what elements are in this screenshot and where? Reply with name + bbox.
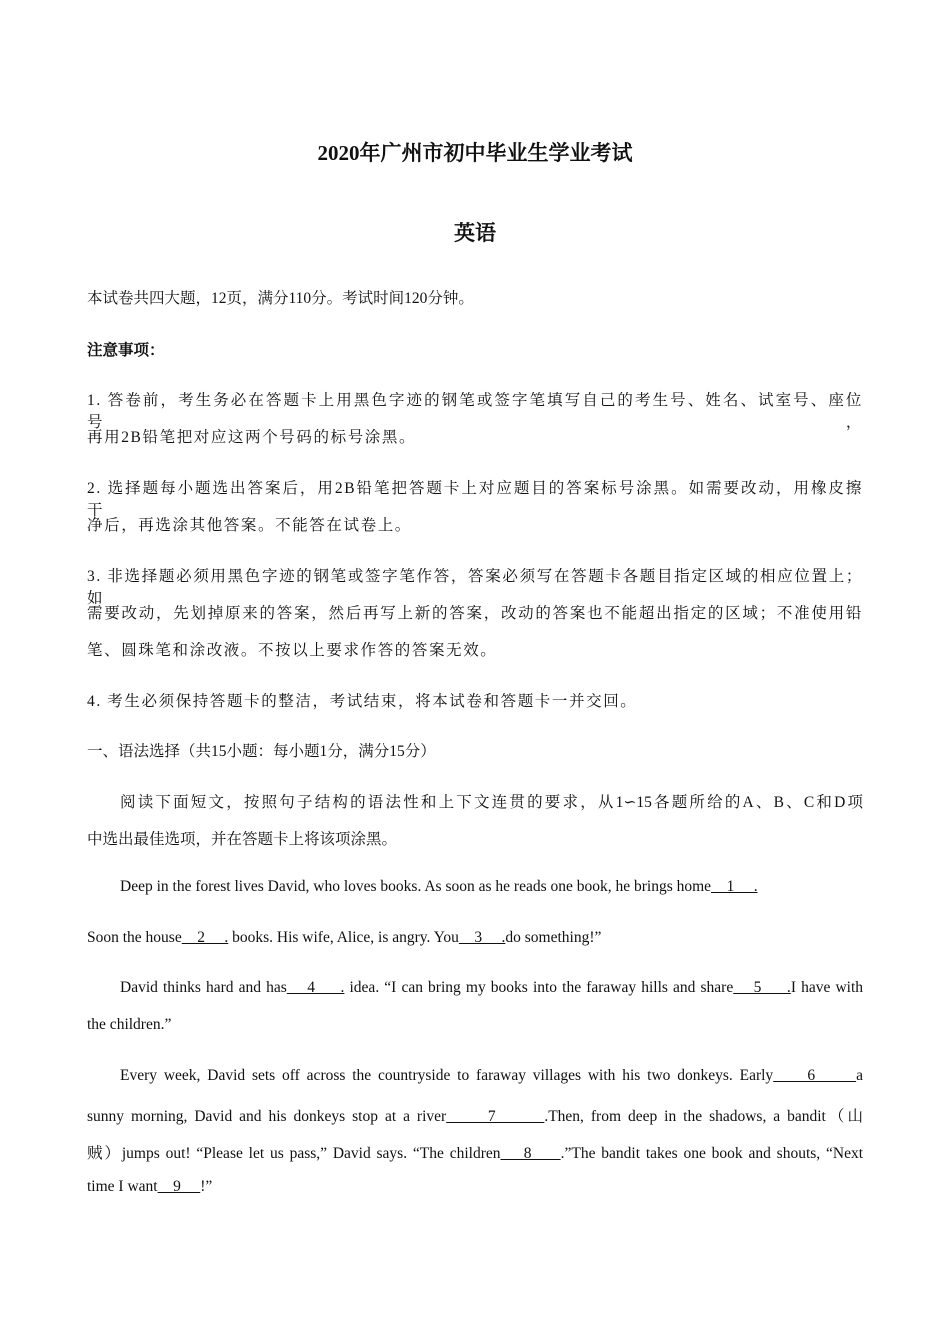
passage-text: Soon the house: [87, 929, 182, 946]
passage-p3-line-3: [87, 1141, 863, 1163]
passage-p2-line-2: the children.”: [87, 1016, 172, 1033]
blank-9: 9: [157, 1178, 201, 1195]
passage-text: books. His wife, Alice, is angry. You: [228, 929, 459, 946]
passage-p2-line-1: [120, 979, 863, 997]
passage-text: 贼）jumps out! “Please let us pass,” David says. “The children: [87, 1145, 501, 1162]
passage-p3-line-2: [87, 1104, 863, 1126]
exam-title: 2020年广州市初中毕业生学业考试: [317, 141, 633, 165]
passage-text: sunny morning, David and his donkeys stop at a river: [87, 1108, 447, 1125]
intro-text: 本试卷共四大题，12页，满分110分。考试时间120分钟。: [87, 290, 474, 307]
blank-4: 4 .: [286, 979, 345, 996]
passage-text: time I want: [87, 1178, 158, 1195]
section-1-instructions-line-2: 中选出最佳选项，并在答题卡上将该项涂黑。: [87, 831, 398, 848]
passage-text: !”: [200, 1178, 213, 1195]
blank-1: 1 .: [711, 878, 758, 895]
passage-text: Every week, David sets off across the countryside to faraway villages with his two donkeys. Early: [120, 1067, 774, 1084]
blank-3: 3 .: [458, 929, 506, 946]
notes-heading: 注意事项：: [87, 342, 165, 359]
subject-title: 英语: [454, 221, 496, 245]
blank-2: 2 .: [181, 929, 229, 946]
passage-text: do something!”: [505, 929, 602, 946]
note-4: 4. 考生必须保持答题卡的整洁，考试结束，将本试卷和答题卡一并交回。: [87, 693, 638, 710]
passage-text: .Then, from deep in the shadows, a bandit（山: [544, 1108, 864, 1125]
note-3-line-1: 3. 非选择题必须用黑色字迹的钢笔或签字笔作答，答案必须写在答题卡各题目指定区域的相应位置上；如: [87, 568, 863, 607]
passage-text: .”The bandit takes one book and shouts, “Next: [560, 1145, 864, 1162]
note-2-line-2: 净后，再选涂其他答案。不能答在试卷上。: [87, 517, 412, 534]
passage-p1-line-2: [87, 929, 863, 947]
blank-8: 8: [500, 1145, 561, 1162]
note-3-line-3: 笔、圆珠笔和涂改液。不按以上要求作答的答案无效。: [87, 642, 498, 659]
passage-text: Deep in the forest lives David, who loves books. As soon as he reads one book, he brings home: [120, 878, 712, 895]
passage-text: idea. “I can bring my books into the faraway hills and share: [344, 979, 734, 996]
section-1-instructions-line-1: 阅读下面短文，按照句子结构的语法性和上下文连贯的要求，从1∽15各题所给的A、B、C和D项: [120, 794, 863, 811]
note-3-line-2: 需要改动，先划掉原来的答案，然后再写上新的答案，改动的答案也不能超出指定的区域；不准使用铅: [87, 605, 863, 622]
passage-text: a: [856, 1067, 864, 1084]
passage-p3-line-4: [87, 1178, 863, 1196]
section-1-heading: 一、语法选择（共15小题：每小题1分，满分15分）: [87, 743, 436, 760]
note-1-line-1: 1. 答卷前，考生务必在答题卡上用黑色字迹的钢笔或签字笔填写自己的考生号、姓名、试室号、座位号，: [87, 392, 863, 431]
passage-p3-line-1: [120, 1067, 863, 1085]
note-1-line-2: 再用2B铅笔把对应这两个号码的标号涂黑。: [87, 429, 417, 446]
passage-text: I have with: [790, 979, 864, 996]
note-2-line-1: 2. 选择题每小题选出答案后，用2B铅笔把答题卡上对应题目的答案标号涂黑。如需要改动，用橡皮擦干: [87, 480, 863, 519]
blank-6: 6: [773, 1067, 857, 1084]
passage-text: David thinks hard and has: [120, 979, 287, 996]
blank-7: 7: [446, 1108, 545, 1125]
blank-5: 5 .: [733, 979, 791, 996]
passage-p1-line-1: [120, 878, 863, 896]
